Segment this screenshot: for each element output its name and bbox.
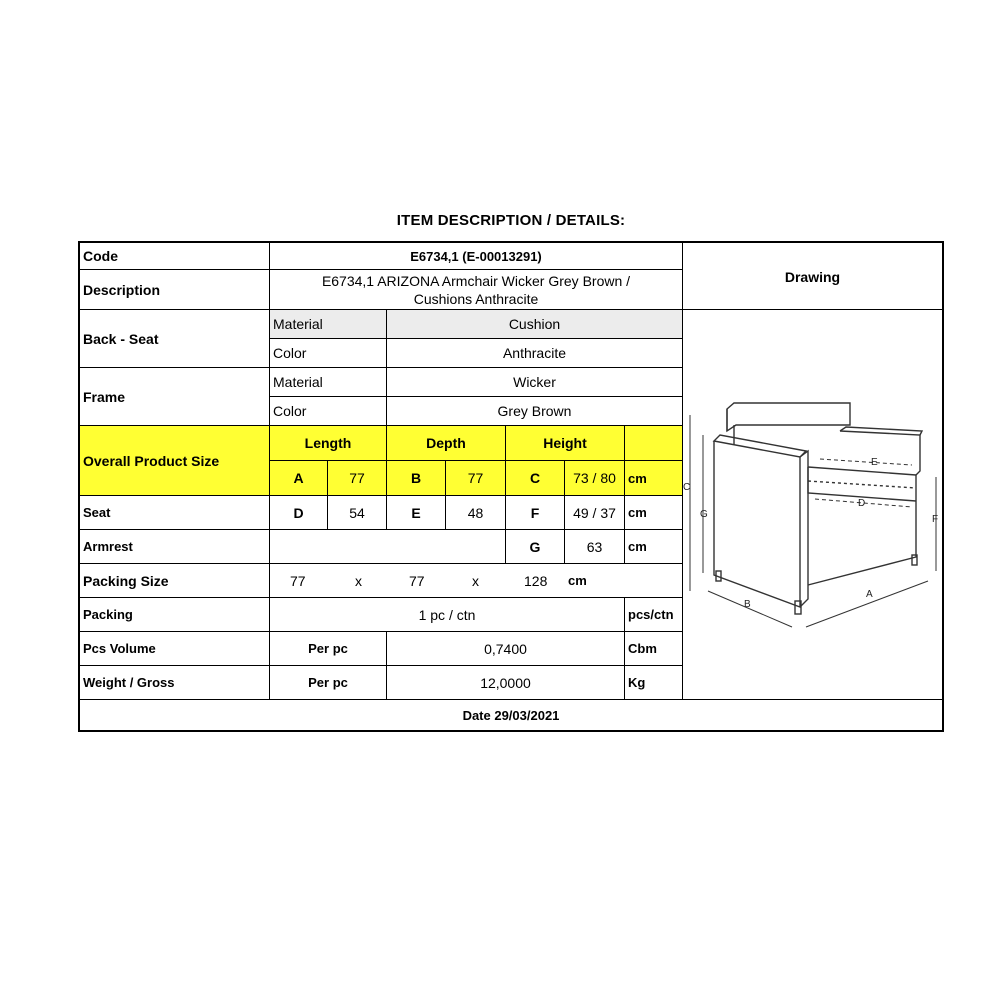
depth-header: Depth xyxy=(387,426,506,461)
date-footer: Date 29/03/2021 xyxy=(462,707,560,723)
value-a: 77 xyxy=(328,461,387,496)
description-line-1: E6734,1 ARIZONA Armchair Wicker Grey Brown / xyxy=(321,272,631,289)
weight-per: Per pc xyxy=(270,666,387,700)
letter-c: C xyxy=(506,461,565,496)
drawing-letter-g: G xyxy=(700,509,708,520)
packing-size-v1: 77 xyxy=(290,572,306,589)
code-label: Code xyxy=(80,243,270,270)
weight-value: 12,0000 xyxy=(387,666,625,700)
armchair-drawing xyxy=(680,395,945,630)
drawing-letter-f: F xyxy=(932,514,939,525)
description-line-2: Cushions Anthracite xyxy=(413,290,539,307)
frame-color-value: Grey Brown xyxy=(387,397,683,426)
backrest-shape xyxy=(727,403,850,431)
back-seat-color-label: Color xyxy=(270,339,387,368)
packing-unit: pcs/ctn xyxy=(625,598,683,632)
left-arm-top-shape xyxy=(714,435,806,457)
overall-size-label: Overall Product Size xyxy=(80,426,270,496)
packing-size-label: Packing Size xyxy=(80,564,270,598)
packing-size-values xyxy=(270,564,683,598)
document-title: ITEM DESCRIPTION / DETAILS: xyxy=(396,212,626,229)
drawing-letter-d: D xyxy=(858,498,866,509)
frame-color-label: Color xyxy=(270,397,387,426)
letter-b: B xyxy=(387,461,446,496)
weight-label: Weight / Gross xyxy=(80,666,270,700)
packing-value: 1 pc / ctn xyxy=(270,598,625,632)
frame-material-value: Wicker xyxy=(387,368,683,397)
drawing-letter-c: C xyxy=(683,482,691,493)
code-value: E6734,1 (E-00013291) xyxy=(270,243,683,270)
armrest-label: Armrest xyxy=(80,530,270,564)
value-g: 63 xyxy=(565,530,625,564)
frame-material-label: Material xyxy=(270,368,387,397)
letter-a: A xyxy=(270,461,328,496)
packing-size-v3: 128 xyxy=(524,572,548,589)
unit-overall: cm xyxy=(625,461,683,496)
pcs-volume-per: Per pc xyxy=(270,632,387,666)
drawing-letter-e: E xyxy=(871,457,878,468)
back-seat-label: Back - Seat xyxy=(80,310,270,368)
value-f: 49 / 37 xyxy=(565,496,625,530)
description-value xyxy=(270,270,683,310)
letter-f: F xyxy=(506,496,565,530)
packing-size-x2: x xyxy=(472,572,479,589)
length-header: Length xyxy=(270,426,387,461)
pcs-volume-value: 0,7400 xyxy=(387,632,625,666)
left-arm-front-shape xyxy=(714,441,800,607)
drawing-letter-a: A xyxy=(866,589,873,600)
value-b: 77 xyxy=(446,461,506,496)
unit-seat: cm xyxy=(625,496,683,530)
unit-header-blank xyxy=(625,426,683,461)
packing-size-x1: x xyxy=(355,572,362,589)
letter-e: E xyxy=(387,496,446,530)
letter-g: G xyxy=(506,530,565,564)
back-seat-material-value: Cushion xyxy=(387,310,683,339)
value-d: 54 xyxy=(328,496,387,530)
packing-size-unit: cm xyxy=(568,573,587,588)
weight-unit: Kg xyxy=(625,666,683,700)
packing-size-v2: 77 xyxy=(409,572,425,589)
height-header: Height xyxy=(506,426,625,461)
pcs-volume-unit: Cbm xyxy=(625,632,683,666)
unit-armrest: cm xyxy=(625,530,683,564)
back-seat-color-value: Anthracite xyxy=(387,339,683,368)
description-label: Description xyxy=(80,270,270,310)
packing-label: Packing xyxy=(80,598,270,632)
back-seat-material-label: Material xyxy=(270,310,387,339)
value-e: 48 xyxy=(446,496,506,530)
right-arm-shape xyxy=(840,431,920,475)
letter-d: D xyxy=(270,496,328,530)
value-c: 73 / 80 xyxy=(565,461,625,496)
drawing-label: Drawing xyxy=(683,243,942,310)
seat-label: Seat xyxy=(80,496,270,530)
drawing-letter-b: B xyxy=(744,599,751,610)
frame-label: Frame xyxy=(80,368,270,426)
pcs-volume-label: Pcs Volume xyxy=(80,632,270,666)
armrest-blank xyxy=(270,530,506,564)
